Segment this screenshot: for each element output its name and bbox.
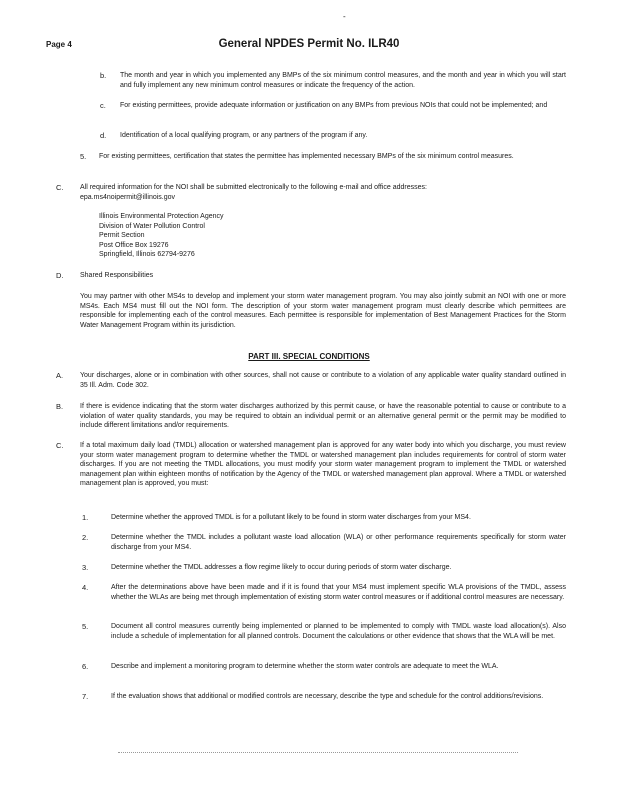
tmdl-step-label: 7.	[82, 692, 89, 701]
item-d-text: Identification of a local qualifying program, or any partners of the program if any.	[120, 132, 368, 139]
tmdl-step-text: Determine whether the TMDL includes a pollutant waste load allocation (WLA) or other performance requirements specifically for storm water discharge from your MS4.	[111, 534, 566, 551]
condition-c-label: C.	[56, 441, 64, 450]
address-line: Springfield, Illinois 62794-9276	[99, 251, 195, 258]
tmdl-step-text: Document all control measures currently being implemented or planned to be implemented to comply with TMDL waste load allocation(s). Also include a schedule of implementation for all planned controls. Document the calculations or other evidence that shows that the WLA will be met.	[111, 623, 566, 640]
bottom-dotted-rule	[118, 752, 518, 753]
item-c-text: For existing permittees, provide adequate information or justification on any BMPs from previous NOIs that could not be implemented; and	[120, 102, 548, 109]
section-d-heading: Shared Responsibilities	[80, 272, 154, 279]
item-5-label: 5.	[80, 152, 87, 161]
margin-tick-mark: -	[343, 12, 346, 21]
tmdl-step-text: After the determinations above have been made and if it is found that your MS4 must implement specific WLA provisions of the TMDL, assess whether the WLAs are being met through implementation of existing storm water control measures or if additional control measures are necessary.	[111, 584, 566, 601]
section-c-label: C.	[56, 183, 64, 192]
tmdl-step-text: Determine whether the approved TMDL is for a pollutant likely to be found in storm water discharges from your MS4.	[111, 514, 471, 521]
section-d-label: D.	[56, 271, 64, 280]
condition-a-text: Your discharges, alone or in combination with other sources, shall not cause or contribute to a violation of any applicable water quality standard outlined in 35 Ill. Adm. Code 302.	[80, 372, 566, 389]
condition-b-label: B.	[56, 402, 64, 411]
tmdl-step-label: 4.	[82, 583, 89, 592]
tmdl-step-text: Determine whether the TMDL addresses a flow regime likely to occur during periods of storm water discharge.	[111, 564, 452, 571]
item-d-label: d.	[100, 131, 107, 140]
tmdl-step-label: 2.	[82, 533, 89, 542]
document-title: General NPDES Permit No. ILR40	[218, 38, 400, 50]
condition-b-text: If there is evidence indicating that the storm water discharges authorized by this permit cause, or have the reasonable potential to cause or contribute to a violation of water quality standards, you may be required to obtain an individual permit or an alternative general permit or the permit may be modified to include different limitations and/or requirements.	[80, 403, 566, 430]
tmdl-step-label: 3.	[82, 563, 89, 572]
item-b-label: b.	[100, 71, 107, 80]
tmdl-step-label: 5.	[82, 622, 89, 631]
address-line: Permit Section	[99, 232, 145, 239]
tmdl-step-label: 6.	[82, 662, 89, 671]
item-b-text: The month and year in which you implemented any BMPs of the six minimum control measures, and the month and year in which you will start and fully implement any new minimum control measures or indicate the frequency of the action.	[120, 72, 566, 89]
condition-a-label: A.	[56, 371, 64, 380]
tmdl-step-text: Describe and implement a monitoring program to determine whether the storm water controls are adequate to meet the WLA.	[111, 663, 499, 670]
tmdl-step-label: 1.	[82, 513, 89, 522]
section-c-text: All required information for the NOI shall be submitted electronically to the following e-mail and office addresses:	[80, 184, 427, 191]
section-d-text: You may partner with other MS4s to develop and implement your storm water management program. You may also jointly submit an NOI with one or more MS4s. Each MS4 must fill out the NOI form. The description of your storm water management program must clearly describe which permittees are responsible for implementing each of the control measures. Each permittee is responsible for implementation of Best Management Practices for the Storm Water Management Program within its jurisdiction.	[80, 293, 566, 329]
tmdl-step-text: If the evaluation shows that additional or modified controls are necessary, describe the type and schedule for the control additions/revisions.	[111, 693, 544, 700]
address-line: Division of Water Pollution Control	[99, 222, 205, 230]
item-c-label: c.	[100, 101, 106, 110]
condition-c-text: If a total maximum daily load (TMDL) allocation or watershed management plan is approved for any water body into which you discharge, you must review your storm water management program to determine whether the TMDL or watershed management plan includes requirements for control of storm water discharges. If you are not meeting the TMDL allocations, you must modify your storm water management program to implement the TMDL or watershed management plan within eighteen months of notification by the Agency of the TMDL or watershed management plan approval. Where a TMDL or watershed management plan is approved, you must:	[80, 442, 566, 488]
part-iii-heading: PART III. SPECIAL CONDITIONS	[248, 352, 370, 361]
address-line: Post Office Box 19276	[99, 241, 169, 249]
page-number: Page 4	[46, 40, 72, 49]
item-5-text: For existing permittees, certification that states the permittee has implemented necessary BMPs of the six minimum control measures.	[99, 153, 514, 160]
noi-email-link[interactable]: epa.ms4noipermit@illinois.gov	[80, 194, 176, 201]
address-line: Illinois Environmental Protection Agency	[99, 213, 224, 220]
